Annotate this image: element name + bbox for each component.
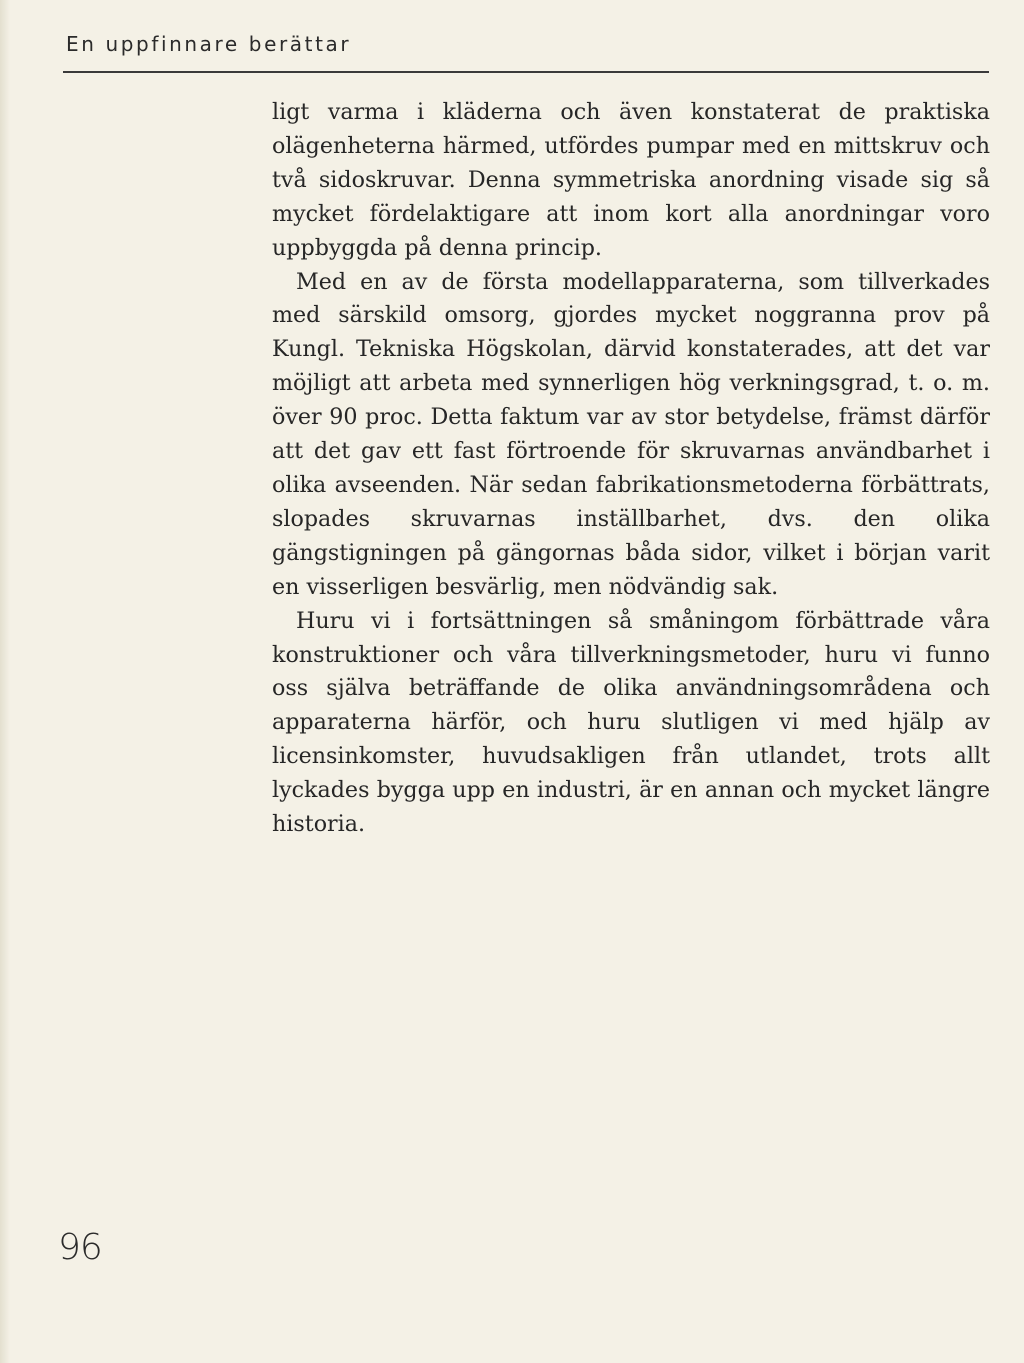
- page-number: 96: [58, 1227, 102, 1268]
- body-text: [272, 96, 990, 842]
- paragraph-2: Med en av de första modellapparaterna, som tillverkades med särskild omsorg, gjordes mycket noggranna prov på Kungl. Tekniska Högskolan, därvid konstaterades, att det var möjligt att arbeta med synnerligen hög verkningsgrad, t. o. m. över 90 proc. Detta faktum var av stor betydelse, främst därför att det gav ett fast förtroende för skruvarnas användbarhet i olika avseenden. När sedan fabrikationsmetoderna förbättrats, slopades skruvarnas inställbarhet, dvs. den olika gängstigningen på gängornas båda sidor, vilket i början varit en visserligen besvärlig, men nödvändig sak.: [272, 268, 990, 600]
- paragraph-1: ligt varma i kläderna och även konstaterat de praktiska olägenheterna härmed, utfördes pumpar med en mittskruv och två sidoskruvar. Denna symmetriska anordning visade sig så mycket fördelaktigare att inom kort alla anordningar voro uppbyggda på denna princip.: [272, 99, 990, 261]
- page-edge-shadow: [0, 0, 10, 1363]
- paragraph-3: Huru vi i fortsättningen så småningom förbättrade våra konstruktioner och våra tillverkningsmetoder, huru vi funno oss själva beträffande de olika användningsområdena och apparaterna härför, och huru slutligen vi med hjälp av licensinkomster, huvudsakligen från utlandet, trots allt lyckades bygga upp en industri, är en annan och mycket längre historia.: [272, 607, 990, 838]
- header-rule: [63, 71, 989, 73]
- running-head: En uppfinnare berättar: [66, 32, 352, 56]
